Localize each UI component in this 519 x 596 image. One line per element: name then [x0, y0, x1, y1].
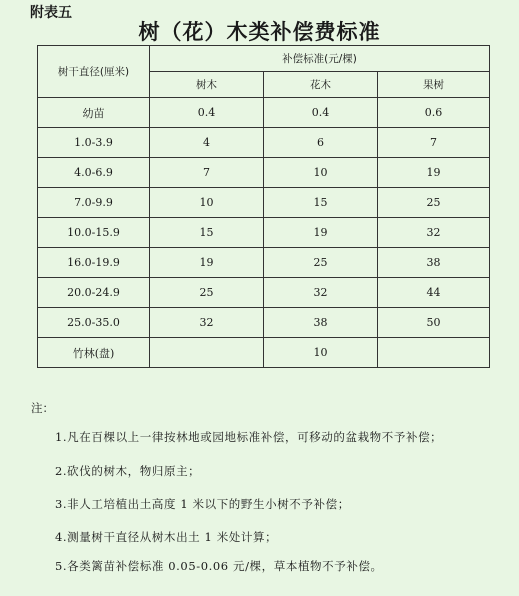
table-cell: 50 [378, 308, 490, 338]
diameter-header: 树干直径(厘米) [38, 46, 150, 98]
table-header-row [38, 46, 490, 72]
note-item: 3.非人工培植出土高度 1 米以下的野生小树不予补偿； [55, 497, 350, 511]
table-cell: 25 [150, 278, 264, 308]
table-cell: 7 [150, 158, 264, 188]
note-item: 1.凡在百棵以上一律按林地或园地标准补偿，可移动的盆栽物不予补偿； [55, 430, 443, 444]
table-cell: 19 [264, 218, 378, 248]
table-row [38, 158, 490, 188]
table-row [38, 188, 490, 218]
document-title: 树（花）木类补偿费标准 [138, 20, 381, 44]
table-cell: 0.4 [264, 98, 378, 128]
table-cell: 38 [264, 308, 378, 338]
table-cell: 4 [150, 128, 264, 158]
table-cell: 0.4 [150, 98, 264, 128]
table-row [38, 308, 490, 338]
table-cell: 25 [378, 188, 490, 218]
table-cell: 10 [264, 158, 378, 188]
table-cell [150, 338, 264, 368]
table-cell: 15 [264, 188, 378, 218]
table-cell: 32 [150, 308, 264, 338]
table-cell: 25 [264, 248, 378, 278]
column-header-flowering-trees: 花木 [264, 72, 378, 98]
note-item: 5.各类篱苗补偿标准 0.05-0.06 元/棵，草本植物不予补偿。 [55, 559, 383, 573]
compensation-table [37, 45, 490, 368]
row-label: 7.0-9.9 [38, 188, 150, 218]
table-cell: 0.6 [378, 98, 490, 128]
row-label: 幼苗 [38, 98, 150, 128]
row-label: 25.0-35.0 [38, 308, 150, 338]
table-row [38, 338, 490, 368]
row-label: 4.0-6.9 [38, 158, 150, 188]
table-cell [378, 338, 490, 368]
table-row [38, 98, 490, 128]
row-label: 1.0-3.9 [38, 128, 150, 158]
notes-title: 注： [31, 401, 54, 415]
row-label: 20.0-24.9 [38, 278, 150, 308]
table-cell: 38 [378, 248, 490, 278]
table-cell: 19 [378, 158, 490, 188]
table-cell: 6 [264, 128, 378, 158]
table-row [38, 128, 490, 158]
table-cell: 44 [378, 278, 490, 308]
table-row [38, 278, 490, 308]
table-row [38, 218, 490, 248]
table-cell: 15 [150, 218, 264, 248]
row-label: 竹林(盘) [38, 338, 150, 368]
appendix-label: 附表五 [30, 5, 72, 21]
table-cell: 7 [378, 128, 490, 158]
table-row [38, 248, 490, 278]
table-cell: 32 [378, 218, 490, 248]
table-cell: 10 [264, 338, 378, 368]
table-cell: 19 [150, 248, 264, 278]
table-cell: 32 [264, 278, 378, 308]
compensation-standard-header: 补偿标准(元/棵) [150, 46, 490, 72]
note-item: 4.测量树干直径从树木出土 1 米处计算； [55, 530, 278, 544]
row-label: 10.0-15.9 [38, 218, 150, 248]
table-cell: 10 [150, 188, 264, 218]
column-header-trees: 树木 [150, 72, 264, 98]
note-item: 2.砍伐的树木，物归原主； [55, 464, 201, 478]
row-label: 16.0-19.9 [38, 248, 150, 278]
column-header-fruit-trees: 果树 [378, 72, 490, 98]
